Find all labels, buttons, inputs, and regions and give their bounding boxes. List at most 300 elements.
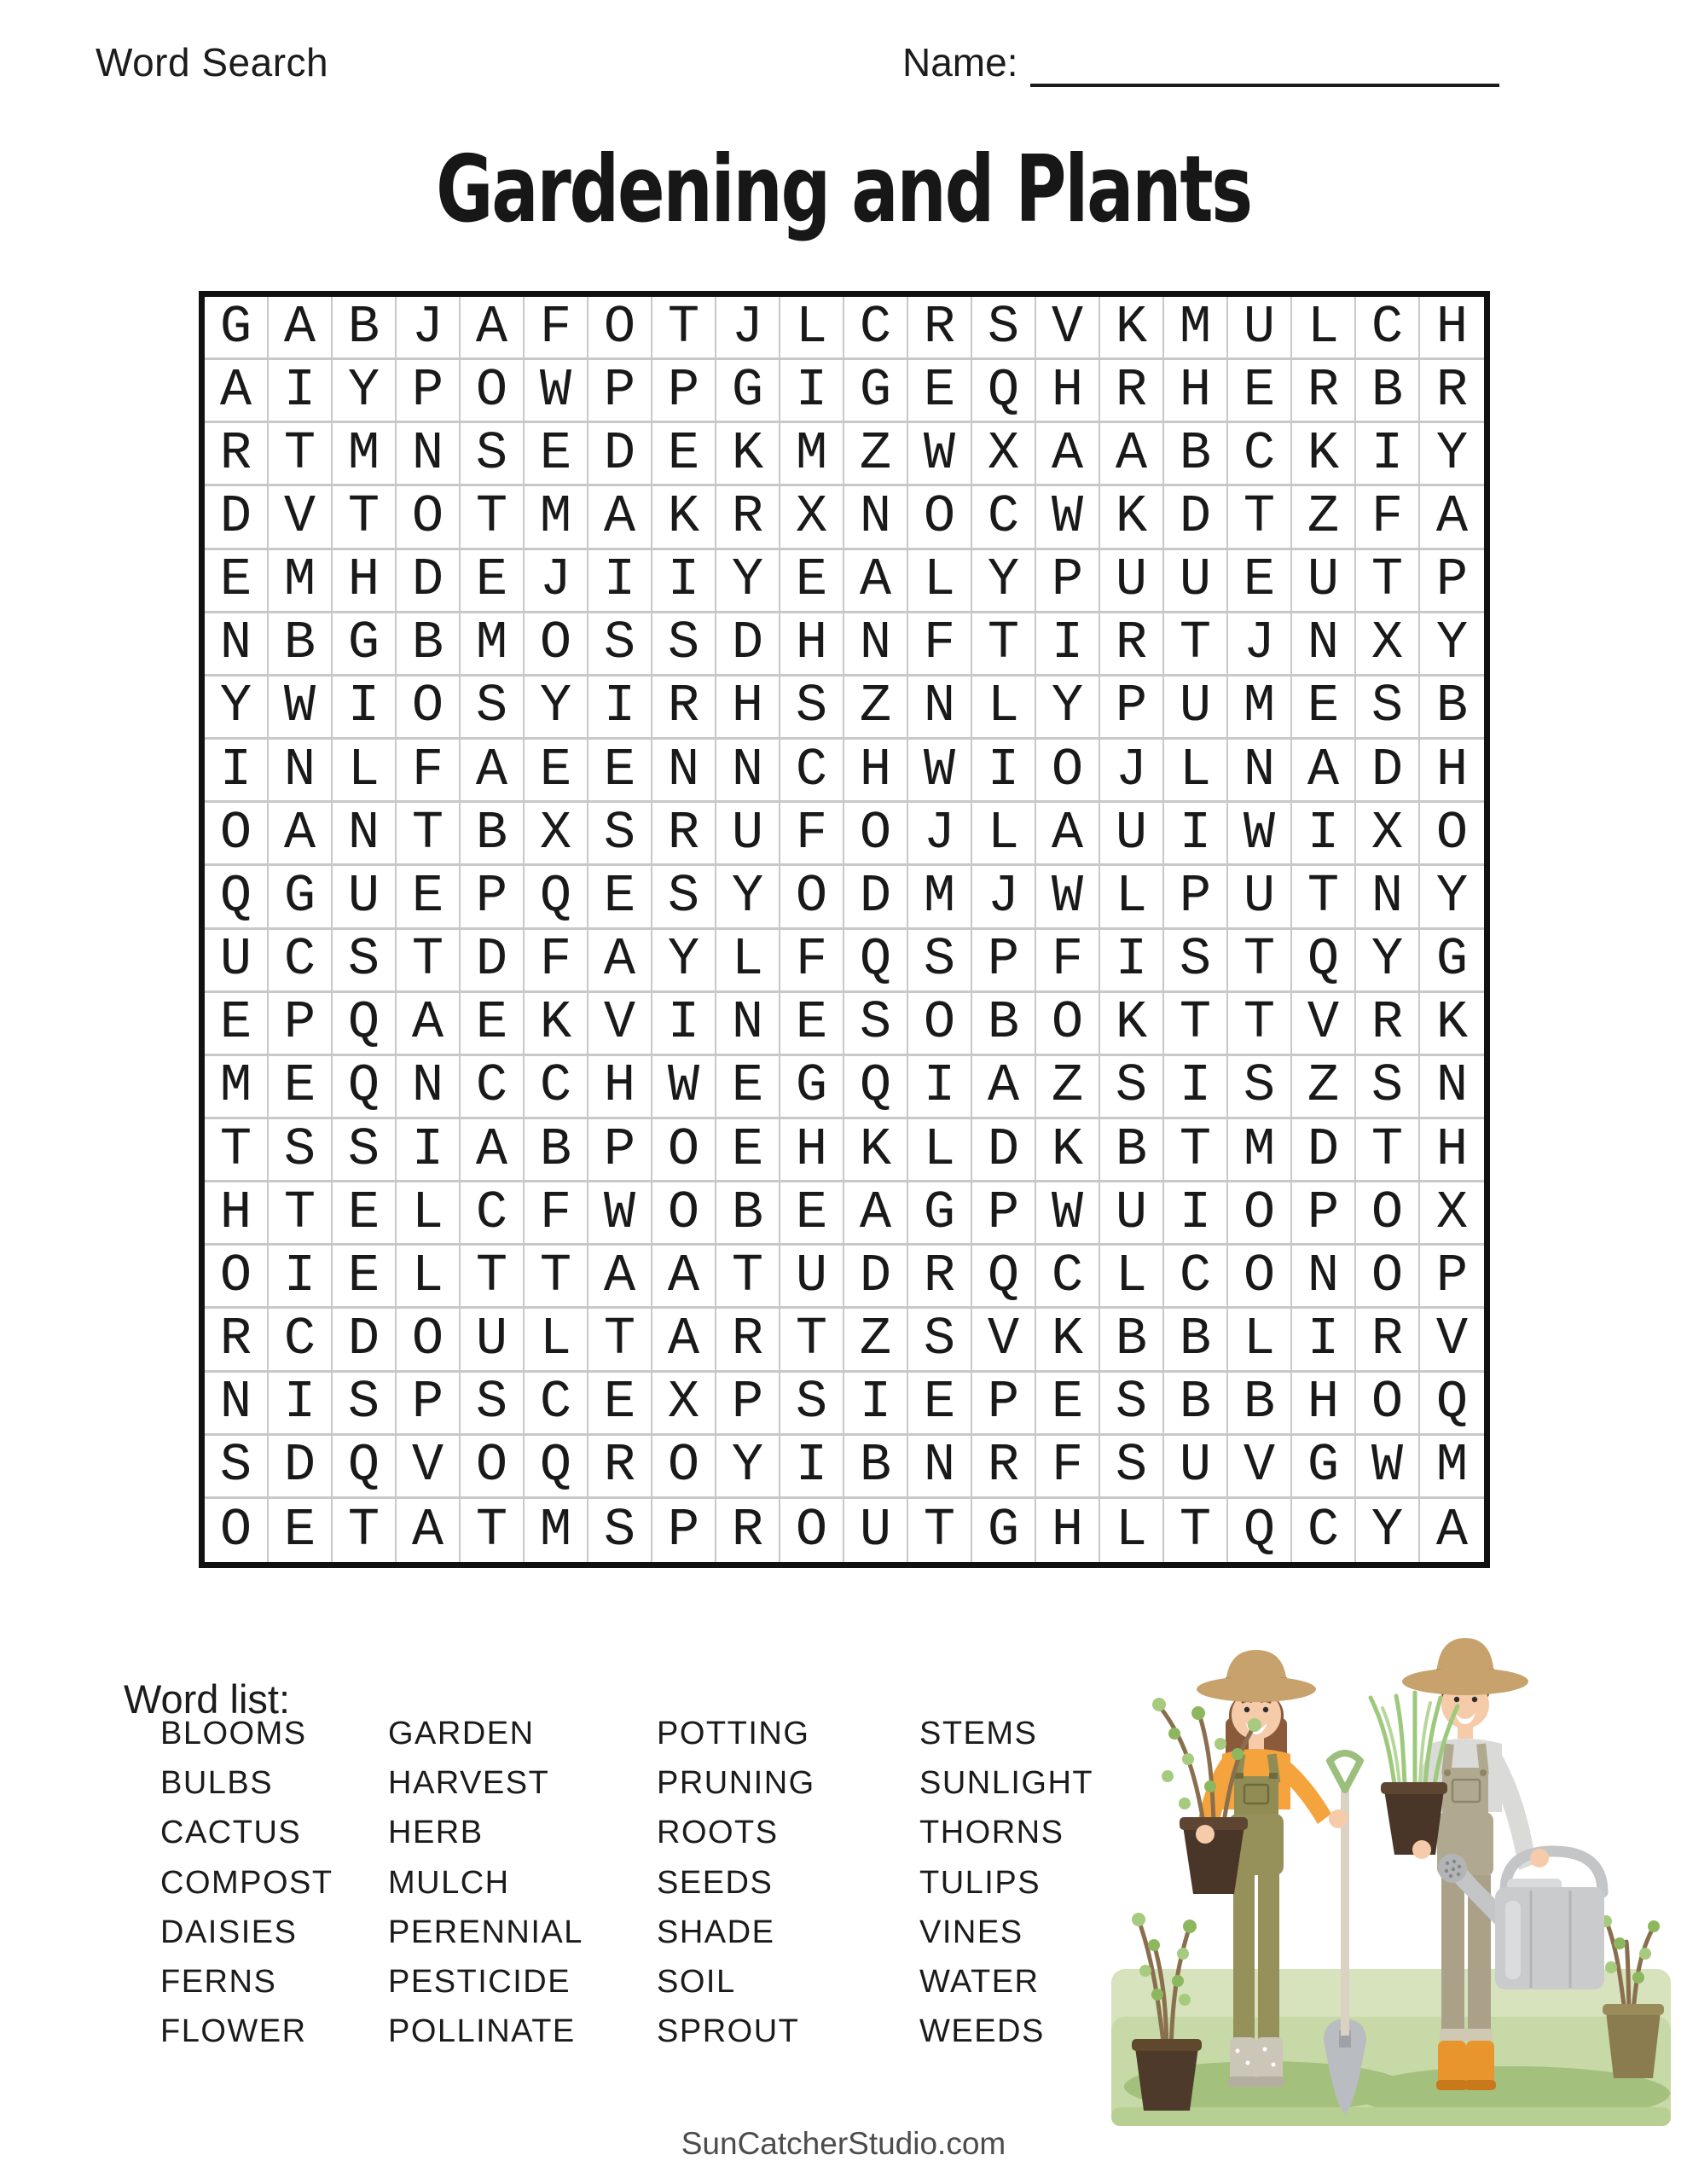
grid-cell[interactable]: I: [780, 360, 844, 423]
grid-cell[interactable]: R: [1100, 360, 1164, 423]
grid-cell[interactable]: G: [780, 1056, 844, 1119]
grid-cell[interactable]: U: [1228, 297, 1292, 360]
grid-cell[interactable]: N: [716, 740, 780, 803]
grid-cell[interactable]: M: [1420, 1436, 1484, 1499]
grid-cell[interactable]: Y: [716, 550, 780, 613]
grid-cell[interactable]: U: [780, 1246, 844, 1309]
grid-cell[interactable]: T: [525, 1246, 588, 1309]
grid-cell[interactable]: G: [205, 297, 269, 360]
grid-cell[interactable]: P: [1164, 866, 1228, 929]
word-list-item[interactable]: THORNS: [919, 1815, 1064, 1851]
grid-cell[interactable]: N: [1356, 866, 1420, 929]
grid-cell[interactable]: H: [333, 550, 397, 613]
grid-cell[interactable]: A: [1036, 423, 1100, 486]
grid-cell[interactable]: B: [1164, 1309, 1228, 1372]
grid-cell[interactable]: O: [1036, 740, 1100, 803]
grid-cell[interactable]: T: [1228, 930, 1292, 993]
grid-cell[interactable]: O: [397, 486, 461, 549]
grid-cell[interactable]: T: [716, 1246, 780, 1309]
grid-cell[interactable]: T: [269, 1182, 333, 1246]
grid-cell[interactable]: C: [269, 1309, 333, 1372]
grid-cell[interactable]: D: [1356, 740, 1420, 803]
grid-cell[interactable]: Y: [716, 866, 780, 929]
grid-cell[interactable]: Z: [1292, 486, 1356, 549]
grid-cell[interactable]: S: [1356, 677, 1420, 740]
grid-cell[interactable]: B: [972, 993, 1036, 1056]
grid-cell[interactable]: S: [205, 1436, 269, 1499]
grid-cell[interactable]: S: [652, 613, 716, 677]
grid-cell[interactable]: P: [588, 360, 652, 423]
grid-cell[interactable]: S: [1100, 1373, 1164, 1436]
grid-cell[interactable]: Q: [844, 1056, 908, 1119]
grid-cell[interactable]: H: [1036, 1499, 1100, 1562]
grid-cell[interactable]: T: [461, 486, 525, 549]
grid-cell[interactable]: N: [397, 1056, 461, 1119]
grid-cell[interactable]: C: [525, 1373, 588, 1436]
grid-cell[interactable]: U: [844, 1499, 908, 1562]
grid-cell[interactable]: T: [269, 423, 333, 486]
grid-cell[interactable]: Y: [1036, 677, 1100, 740]
grid-cell[interactable]: L: [1100, 1499, 1164, 1562]
grid-cell[interactable]: O: [588, 297, 652, 360]
grid-cell[interactable]: F: [525, 297, 588, 360]
grid-cell[interactable]: I: [844, 1373, 908, 1436]
grid-cell[interactable]: V: [269, 486, 333, 549]
grid-cell[interactable]: C: [844, 297, 908, 360]
grid-cell[interactable]: R: [908, 297, 972, 360]
grid-cell[interactable]: T: [1164, 993, 1228, 1056]
grid-cell[interactable]: M: [333, 423, 397, 486]
grid-cell[interactable]: X: [972, 423, 1036, 486]
grid-cell[interactable]: F: [1036, 1436, 1100, 1499]
grid-cell[interactable]: T: [1164, 613, 1228, 677]
word-list-item[interactable]: HARVEST: [388, 1764, 550, 1801]
grid-cell[interactable]: O: [652, 1436, 716, 1499]
grid-cell[interactable]: B: [333, 297, 397, 360]
grid-cell[interactable]: L: [1164, 740, 1228, 803]
grid-cell[interactable]: D: [1292, 1119, 1356, 1182]
grid-cell[interactable]: S: [1100, 1056, 1164, 1119]
grid-cell[interactable]: O: [908, 486, 972, 549]
grid-cell[interactable]: A: [844, 550, 908, 613]
grid-cell[interactable]: Y: [652, 930, 716, 993]
grid-cell[interactable]: X: [652, 1373, 716, 1436]
grid-cell[interactable]: E: [525, 423, 588, 486]
grid-cell[interactable]: F: [780, 803, 844, 866]
grid-cell[interactable]: J: [1228, 613, 1292, 677]
grid-cell[interactable]: U: [1100, 550, 1164, 613]
grid-cell[interactable]: D: [269, 1436, 333, 1499]
grid-cell[interactable]: T: [1228, 993, 1292, 1056]
grid-cell[interactable]: T: [908, 1499, 972, 1562]
grid-cell[interactable]: L: [397, 1246, 461, 1309]
grid-cell[interactable]: C: [1356, 297, 1420, 360]
grid-cell[interactable]: A: [972, 1056, 1036, 1119]
grid-cell[interactable]: L: [716, 930, 780, 993]
word-list-item[interactable]: PERENNIAL: [388, 1914, 583, 1950]
grid-cell[interactable]: B: [844, 1436, 908, 1499]
grid-cell[interactable]: D: [461, 930, 525, 993]
grid-cell[interactable]: I: [1164, 1056, 1228, 1119]
grid-cell[interactable]: Y: [333, 360, 397, 423]
grid-cell[interactable]: I: [269, 1246, 333, 1309]
grid-cell[interactable]: H: [1420, 297, 1484, 360]
grid-cell[interactable]: I: [1100, 930, 1164, 993]
grid-cell[interactable]: D: [844, 866, 908, 929]
grid-cell[interactable]: K: [1100, 993, 1164, 1056]
grid-cell[interactable]: E: [525, 740, 588, 803]
grid-cell[interactable]: E: [780, 1182, 844, 1246]
grid-cell[interactable]: R: [972, 1436, 1036, 1499]
grid-cell[interactable]: F: [397, 740, 461, 803]
grid-cell[interactable]: Y: [1420, 866, 1484, 929]
grid-cell[interactable]: C: [269, 930, 333, 993]
grid-cell[interactable]: N: [844, 613, 908, 677]
grid-cell[interactable]: R: [1292, 360, 1356, 423]
grid-cell[interactable]: T: [588, 1309, 652, 1372]
grid-cell[interactable]: T: [1356, 1119, 1420, 1182]
grid-cell[interactable]: I: [1292, 1309, 1356, 1372]
grid-cell[interactable]: G: [1292, 1436, 1356, 1499]
grid-cell[interactable]: K: [1036, 1119, 1100, 1182]
grid-cell[interactable]: Y: [525, 677, 588, 740]
grid-cell[interactable]: Q: [525, 1436, 588, 1499]
grid-cell[interactable]: D: [397, 550, 461, 613]
grid-cell[interactable]: O: [205, 1499, 269, 1562]
grid-cell[interactable]: U: [1228, 866, 1292, 929]
grid-cell[interactable]: A: [588, 930, 652, 993]
grid-cell[interactable]: E: [269, 1056, 333, 1119]
grid-cell[interactable]: W: [1356, 1436, 1420, 1499]
grid-cell[interactable]: O: [461, 1436, 525, 1499]
grid-cell[interactable]: I: [1164, 1182, 1228, 1246]
grid-cell[interactable]: T: [397, 803, 461, 866]
grid-cell[interactable]: B: [397, 613, 461, 677]
grid-cell[interactable]: M: [1228, 1119, 1292, 1182]
word-list-item[interactable]: WATER: [919, 1964, 1040, 2001]
grid-cell[interactable]: M: [525, 1499, 588, 1562]
grid-cell[interactable]: C: [780, 740, 844, 803]
grid-cell[interactable]: E: [205, 550, 269, 613]
grid-cell[interactable]: O: [1228, 1246, 1292, 1309]
word-list-item[interactable]: ROOTS: [657, 1815, 779, 1851]
grid-cell[interactable]: O: [461, 360, 525, 423]
grid-cell[interactable]: M: [780, 423, 844, 486]
grid-cell[interactable]: O: [908, 993, 972, 1056]
grid-cell[interactable]: U: [1164, 677, 1228, 740]
grid-cell[interactable]: S: [333, 1373, 397, 1436]
grid-cell[interactable]: T: [461, 1499, 525, 1562]
grid-cell[interactable]: Y: [1420, 423, 1484, 486]
word-list-item[interactable]: PESTICIDE: [388, 1964, 571, 2001]
grid-cell[interactable]: C: [525, 1056, 588, 1119]
grid-cell[interactable]: Q: [333, 1436, 397, 1499]
grid-cell[interactable]: L: [972, 677, 1036, 740]
grid-cell[interactable]: L: [397, 1182, 461, 1246]
grid-cell[interactable]: D: [1164, 486, 1228, 549]
grid-cell[interactable]: H: [716, 677, 780, 740]
grid-cell[interactable]: S: [972, 297, 1036, 360]
grid-cell[interactable]: O: [844, 803, 908, 866]
grid-cell[interactable]: I: [1036, 613, 1100, 677]
grid-cell[interactable]: E: [333, 1246, 397, 1309]
grid-cell[interactable]: P: [269, 993, 333, 1056]
grid-cell[interactable]: B: [1228, 1373, 1292, 1436]
grid-cell[interactable]: L: [333, 740, 397, 803]
grid-cell[interactable]: N: [1420, 1056, 1484, 1119]
word-list-item[interactable]: BLOOMS: [160, 1715, 307, 1751]
grid-cell[interactable]: C: [1036, 1246, 1100, 1309]
grid-cell[interactable]: Z: [844, 677, 908, 740]
grid-cell[interactable]: A: [461, 740, 525, 803]
word-list-item[interactable]: SHADE: [657, 1914, 775, 1950]
grid-cell[interactable]: A: [1292, 740, 1356, 803]
grid-cell[interactable]: S: [588, 803, 652, 866]
grid-cell[interactable]: O: [1228, 1182, 1292, 1246]
grid-cell[interactable]: I: [652, 993, 716, 1056]
grid-cell[interactable]: T: [652, 297, 716, 360]
grid-cell[interactable]: B: [1164, 1373, 1228, 1436]
grid-cell[interactable]: Q: [1292, 930, 1356, 993]
grid-cell[interactable]: G: [908, 1182, 972, 1246]
grid-cell[interactable]: X: [1356, 803, 1420, 866]
grid-cell[interactable]: P: [1420, 1246, 1484, 1309]
grid-cell[interactable]: M: [1164, 297, 1228, 360]
grid-cell[interactable]: P: [972, 1182, 1036, 1246]
grid-cell[interactable]: E: [205, 993, 269, 1056]
grid-cell[interactable]: R: [1356, 1309, 1420, 1372]
grid-cell[interactable]: T: [1164, 1499, 1228, 1562]
grid-cell[interactable]: T: [397, 930, 461, 993]
grid-cell[interactable]: P: [1036, 550, 1100, 613]
grid-cell[interactable]: T: [1228, 486, 1292, 549]
grid-cell[interactable]: I: [269, 1373, 333, 1436]
grid-cell[interactable]: U: [333, 866, 397, 929]
grid-cell[interactable]: B: [1100, 1119, 1164, 1182]
grid-cell[interactable]: H: [1420, 1119, 1484, 1182]
grid-cell[interactable]: N: [333, 803, 397, 866]
grid-cell[interactable]: N: [269, 740, 333, 803]
grid-cell[interactable]: S: [588, 613, 652, 677]
grid-cell[interactable]: V: [1420, 1309, 1484, 1372]
grid-cell[interactable]: D: [205, 486, 269, 549]
grid-cell[interactable]: L: [1228, 1309, 1292, 1372]
grid-cell[interactable]: M: [525, 486, 588, 549]
grid-cell[interactable]: L: [908, 550, 972, 613]
grid-cell[interactable]: N: [908, 677, 972, 740]
grid-cell[interactable]: H: [1292, 1373, 1356, 1436]
grid-cell[interactable]: K: [652, 486, 716, 549]
grid-cell[interactable]: M: [461, 613, 525, 677]
grid-cell[interactable]: E: [588, 866, 652, 929]
grid-cell[interactable]: R: [1100, 613, 1164, 677]
grid-cell[interactable]: A: [588, 486, 652, 549]
grid-cell[interactable]: G: [844, 360, 908, 423]
grid-cell[interactable]: Z: [844, 1309, 908, 1372]
grid-cell[interactable]: J: [397, 297, 461, 360]
grid-cell[interactable]: O: [1356, 1246, 1420, 1309]
grid-cell[interactable]: V: [1036, 297, 1100, 360]
grid-cell[interactable]: I: [972, 740, 1036, 803]
grid-cell[interactable]: T: [333, 1499, 397, 1562]
grid-cell[interactable]: H: [1164, 360, 1228, 423]
grid-cell[interactable]: E: [780, 993, 844, 1056]
grid-cell[interactable]: T: [1292, 866, 1356, 929]
grid-cell[interactable]: L: [1292, 297, 1356, 360]
grid-cell[interactable]: U: [1164, 550, 1228, 613]
grid-cell[interactable]: F: [780, 930, 844, 993]
grid-cell[interactable]: U: [1164, 1436, 1228, 1499]
grid-cell[interactable]: T: [1356, 550, 1420, 613]
grid-cell[interactable]: U: [205, 930, 269, 993]
grid-cell[interactable]: S: [461, 677, 525, 740]
grid-cell[interactable]: E: [1228, 550, 1292, 613]
grid-cell[interactable]: E: [780, 550, 844, 613]
word-list-item[interactable]: FERNS: [160, 1964, 277, 2001]
grid-cell[interactable]: E: [908, 1373, 972, 1436]
grid-cell[interactable]: P: [972, 1373, 1036, 1436]
grid-cell[interactable]: P: [1420, 550, 1484, 613]
grid-cell[interactable]: E: [1228, 360, 1292, 423]
grid-cell[interactable]: J: [525, 550, 588, 613]
grid-cell[interactable]: N: [716, 993, 780, 1056]
grid-cell[interactable]: S: [461, 423, 525, 486]
grid-cell[interactable]: J: [716, 297, 780, 360]
grid-cell[interactable]: D: [333, 1309, 397, 1372]
grid-cell[interactable]: A: [652, 1309, 716, 1372]
grid-cell[interactable]: L: [1100, 866, 1164, 929]
grid-cell[interactable]: G: [972, 1499, 1036, 1562]
grid-cell[interactable]: A: [844, 1182, 908, 1246]
grid-cell[interactable]: P: [397, 1373, 461, 1436]
grid-cell[interactable]: M: [908, 866, 972, 929]
grid-cell[interactable]: B: [1356, 360, 1420, 423]
grid-cell[interactable]: T: [333, 486, 397, 549]
word-list-item[interactable]: SUNLIGHT: [919, 1764, 1094, 1801]
grid-cell[interactable]: O: [205, 1246, 269, 1309]
grid-cell[interactable]: I: [397, 1119, 461, 1182]
grid-cell[interactable]: E: [716, 1119, 780, 1182]
grid-cell[interactable]: X: [525, 803, 588, 866]
grid-cell[interactable]: H: [780, 1119, 844, 1182]
grid-cell[interactable]: R: [716, 1499, 780, 1562]
grid-cell[interactable]: S: [652, 866, 716, 929]
grid-cell[interactable]: E: [1292, 677, 1356, 740]
grid-cell[interactable]: A: [205, 360, 269, 423]
word-list-item[interactable]: GARDEN: [388, 1715, 535, 1751]
grid-cell[interactable]: Y: [972, 550, 1036, 613]
grid-cell[interactable]: L: [525, 1309, 588, 1372]
grid-cell[interactable]: S: [1164, 930, 1228, 993]
grid-cell[interactable]: A: [1100, 423, 1164, 486]
grid-cell[interactable]: U: [461, 1309, 525, 1372]
grid-cell[interactable]: A: [397, 1499, 461, 1562]
grid-cell[interactable]: S: [780, 1373, 844, 1436]
grid-cell[interactable]: E: [397, 866, 461, 929]
grid-cell[interactable]: P: [1100, 677, 1164, 740]
grid-cell[interactable]: Z: [1292, 1056, 1356, 1119]
grid-cell[interactable]: Z: [1036, 1056, 1100, 1119]
grid-cell[interactable]: V: [1228, 1436, 1292, 1499]
grid-cell[interactable]: J: [908, 803, 972, 866]
grid-cell[interactable]: N: [1292, 1246, 1356, 1309]
grid-cell[interactable]: A: [269, 803, 333, 866]
grid-cell[interactable]: V: [588, 993, 652, 1056]
grid-cell[interactable]: N: [844, 486, 908, 549]
grid-cell[interactable]: S: [461, 1373, 525, 1436]
grid-cell[interactable]: Y: [716, 1436, 780, 1499]
grid-cell[interactable]: A: [397, 993, 461, 1056]
grid-cell[interactable]: J: [972, 866, 1036, 929]
grid-cell[interactable]: S: [844, 993, 908, 1056]
grid-cell[interactable]: E: [1036, 1373, 1100, 1436]
grid-cell[interactable]: M: [1228, 677, 1292, 740]
grid-cell[interactable]: C: [461, 1056, 525, 1119]
grid-cell[interactable]: I: [652, 550, 716, 613]
grid-cell[interactable]: A: [588, 1246, 652, 1309]
grid-cell[interactable]: C: [1228, 423, 1292, 486]
grid-cell[interactable]: N: [397, 423, 461, 486]
grid-cell[interactable]: N: [652, 740, 716, 803]
grid-cell[interactable]: Q: [972, 1246, 1036, 1309]
grid-cell[interactable]: F: [1036, 930, 1100, 993]
grid-cell[interactable]: V: [1292, 993, 1356, 1056]
grid-cell[interactable]: Z: [844, 423, 908, 486]
grid-cell[interactable]: Y: [1420, 613, 1484, 677]
word-list-item[interactable]: SPROUT: [657, 2013, 800, 2050]
grid-cell[interactable]: E: [908, 360, 972, 423]
grid-cell[interactable]: J: [1100, 740, 1164, 803]
grid-cell[interactable]: S: [1228, 1056, 1292, 1119]
grid-cell[interactable]: L: [1100, 1246, 1164, 1309]
grid-cell[interactable]: X: [1356, 613, 1420, 677]
grid-cell[interactable]: M: [269, 550, 333, 613]
word-list-item[interactable]: TULIPS: [919, 1864, 1041, 1901]
grid-cell[interactable]: A: [1420, 486, 1484, 549]
grid-cell[interactable]: B: [1420, 677, 1484, 740]
grid-cell[interactable]: W: [908, 423, 972, 486]
grid-cell[interactable]: E: [333, 1182, 397, 1246]
grid-cell[interactable]: W: [1228, 803, 1292, 866]
grid-cell[interactable]: S: [269, 1119, 333, 1182]
grid-cell[interactable]: K: [1100, 297, 1164, 360]
grid-cell[interactable]: R: [716, 1309, 780, 1372]
grid-cell[interactable]: Q: [1228, 1499, 1292, 1562]
grid-cell[interactable]: Q: [205, 866, 269, 929]
grid-cell[interactable]: E: [588, 1373, 652, 1436]
word-list-item[interactable]: VINES: [919, 1914, 1023, 1950]
grid-cell[interactable]: O: [525, 613, 588, 677]
grid-cell[interactable]: E: [716, 1056, 780, 1119]
grid-cell[interactable]: R: [205, 423, 269, 486]
grid-cell[interactable]: O: [397, 677, 461, 740]
grid-cell[interactable]: O: [652, 1119, 716, 1182]
grid-cell[interactable]: E: [461, 550, 525, 613]
grid-cell[interactable]: I: [333, 677, 397, 740]
grid-cell[interactable]: S: [588, 1499, 652, 1562]
grid-cell[interactable]: I: [1292, 803, 1356, 866]
grid-cell[interactable]: R: [205, 1309, 269, 1372]
grid-cell[interactable]: O: [652, 1182, 716, 1246]
grid-cell[interactable]: P: [652, 1499, 716, 1562]
grid-cell[interactable]: W: [1036, 1182, 1100, 1246]
grid-cell[interactable]: F: [908, 613, 972, 677]
grid-cell[interactable]: R: [908, 1246, 972, 1309]
grid-cell[interactable]: R: [716, 486, 780, 549]
word-list-item[interactable]: PRUNING: [657, 1764, 815, 1801]
name-field-line[interactable]: [1030, 49, 1499, 87]
grid-cell[interactable]: G: [269, 866, 333, 929]
